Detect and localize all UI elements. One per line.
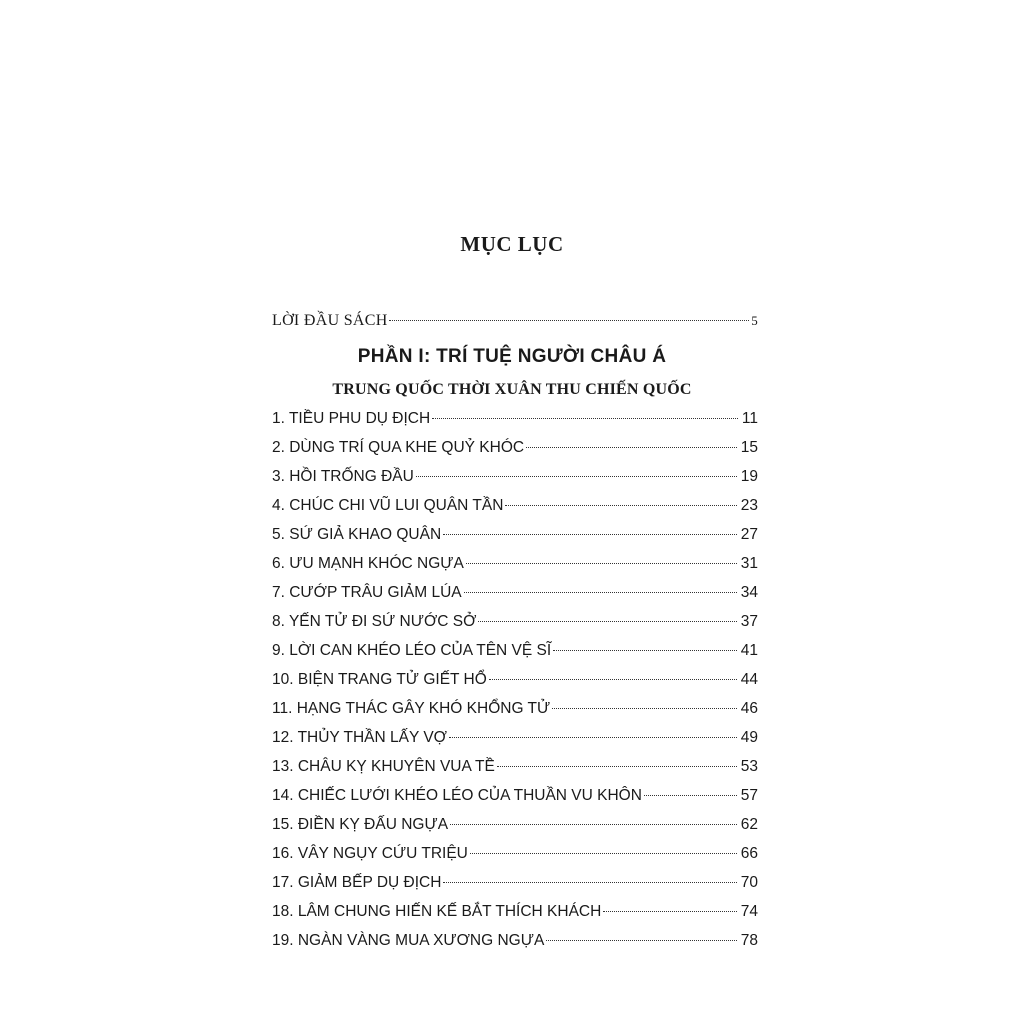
- toc-entry[interactable]: [272, 526, 758, 548]
- toc-entry-page: 62: [740, 816, 758, 833]
- dot-leader: [416, 476, 737, 477]
- dot-leader: [464, 592, 737, 593]
- toc-entry[interactable]: [272, 613, 758, 635]
- toc-entry[interactable]: [272, 787, 758, 809]
- toc-entry[interactable]: [272, 642, 758, 664]
- dot-leader: [489, 679, 737, 680]
- toc-entry-intro[interactable]: [272, 312, 758, 334]
- toc-entry-page: 27: [740, 526, 758, 543]
- dot-leader: [443, 534, 737, 535]
- toc-entry-page: 70: [740, 874, 758, 891]
- dot-leader: [432, 418, 738, 419]
- toc-entry[interactable]: [272, 410, 758, 432]
- toc-entry-label: 9. LỜI CAN KHÉO LÉO CỦA TÊN VỆ SĨ: [272, 642, 552, 659]
- toc-entry-page: 37: [740, 613, 758, 630]
- toc-entry[interactable]: [272, 439, 758, 461]
- toc-entry[interactable]: [272, 700, 758, 722]
- toc-entry-label: 10. BIỆN TRANG TỬ GIẾT HỔ: [272, 671, 487, 688]
- toc-entry[interactable]: [272, 584, 758, 606]
- toc-entry[interactable]: [272, 468, 758, 490]
- toc-entry-label: 7. CƯỚP TRÂU GIẢM LÚA: [272, 584, 462, 601]
- toc-entry-label: 3. HỒI TRỐNG ĐẦU: [272, 468, 414, 485]
- toc-entry[interactable]: [272, 874, 758, 896]
- toc-entry-page: 11: [741, 410, 758, 427]
- toc-entry-label: 19. NGÀN VÀNG MUA XƯƠNG NGỰA: [272, 932, 545, 949]
- toc-entry-page: 78: [740, 932, 758, 949]
- section-heading: TRUNG QUỐC THỜI XUÂN THU CHIẾN QUỐC: [332, 381, 692, 398]
- toc-entry-label: 1. TIỀU PHU DỤ ĐỊCH: [272, 410, 431, 427]
- toc-entry-label: 15. ĐIỀN KỴ ĐẤU NGỰA: [272, 816, 449, 833]
- toc-entry-page: 57: [740, 787, 758, 804]
- toc-entry[interactable]: [272, 845, 758, 867]
- part-heading: PHẦN I: TRÍ TUỆ NGƯỜI CHÂU Á: [357, 346, 667, 367]
- toc-entry-label: 13. CHÂU KỴ KHUYÊN VUA TỀ: [272, 758, 495, 775]
- toc-entry-page: 41: [740, 642, 758, 659]
- toc-entry-page: 49: [740, 729, 758, 746]
- toc-entry[interactable]: [272, 932, 758, 954]
- toc-entry[interactable]: [272, 903, 758, 925]
- toc-entry-label: 11. HẠNG THÁC GÂY KHÓ KHỔNG TỬ: [272, 700, 551, 717]
- dot-leader: [546, 940, 736, 941]
- toc-entry[interactable]: [272, 497, 758, 519]
- toc-entry-label: LỜI ĐẦU SÁCH: [272, 312, 388, 329]
- toc-entry-page: 46: [740, 700, 758, 717]
- toc-entry[interactable]: [272, 758, 758, 780]
- toc-entry-page: 31: [740, 555, 758, 572]
- dot-leader: [478, 621, 736, 622]
- toc-entry[interactable]: [272, 816, 758, 838]
- toc-entry-page: 44: [740, 671, 758, 688]
- dot-leader: [552, 708, 737, 709]
- toc-entry-page: 5: [751, 313, 758, 328]
- dot-leader: [644, 795, 737, 796]
- dot-leader: [526, 447, 737, 448]
- dot-leader: [450, 824, 737, 825]
- toc-entry-page: 66: [740, 845, 758, 862]
- toc-entry[interactable]: [272, 671, 758, 693]
- toc-entry-label: 17. GIẢM BẾP DỤ ĐỊCH: [272, 874, 442, 891]
- toc-entry-label: 16. VÂY NGỤY CỨU TRIỆU: [272, 845, 468, 862]
- toc-entry[interactable]: [272, 555, 758, 577]
- toc-entry-page: 53: [740, 758, 758, 775]
- page-title: MỤC LỤC: [460, 232, 564, 256]
- dot-leader: [389, 320, 750, 321]
- dot-leader: [466, 563, 737, 564]
- toc-entry-label: 8. YẾN TỬ ĐI SỨ NƯỚC SỞ: [272, 613, 477, 630]
- toc-entry-page: 15: [740, 439, 758, 456]
- dot-leader: [470, 853, 737, 854]
- toc-entry[interactable]: [272, 729, 758, 751]
- toc-entry-label: 14. CHIẾC LƯỚI KHÉO LÉO CỦA THUẦN VU KHÔN: [272, 787, 642, 804]
- toc-entry-label: 2. DÙNG TRÍ QUA KHE QUỶ KHÓC: [272, 439, 525, 456]
- toc-entry-label: 4. CHÚC CHI VŨ LUI QUÂN TẦN: [272, 497, 504, 514]
- dot-leader: [505, 505, 736, 506]
- toc-entry-page: 23: [740, 497, 758, 514]
- toc-entry-label: 12. THỦY THẦN LẤY VỢ: [272, 729, 447, 746]
- toc-entry-page: 74: [740, 903, 758, 920]
- toc-entry-label: 5. SỨ GIẢ KHAO QUÂN: [272, 526, 442, 543]
- toc-entry-label: 6. ƯU MẠNH KHÓC NGỰA: [272, 555, 464, 572]
- toc-entry-page: 34: [740, 584, 758, 601]
- dot-leader: [443, 882, 736, 883]
- dot-leader: [553, 650, 737, 651]
- dot-leader: [603, 911, 736, 912]
- toc-entry-page: 19: [740, 468, 758, 485]
- dot-leader: [497, 766, 737, 767]
- toc-entry-label: 18. LÂM CHUNG HIẾN KẾ BẮT THÍCH KHÁCH: [272, 903, 602, 920]
- dot-leader: [449, 737, 737, 738]
